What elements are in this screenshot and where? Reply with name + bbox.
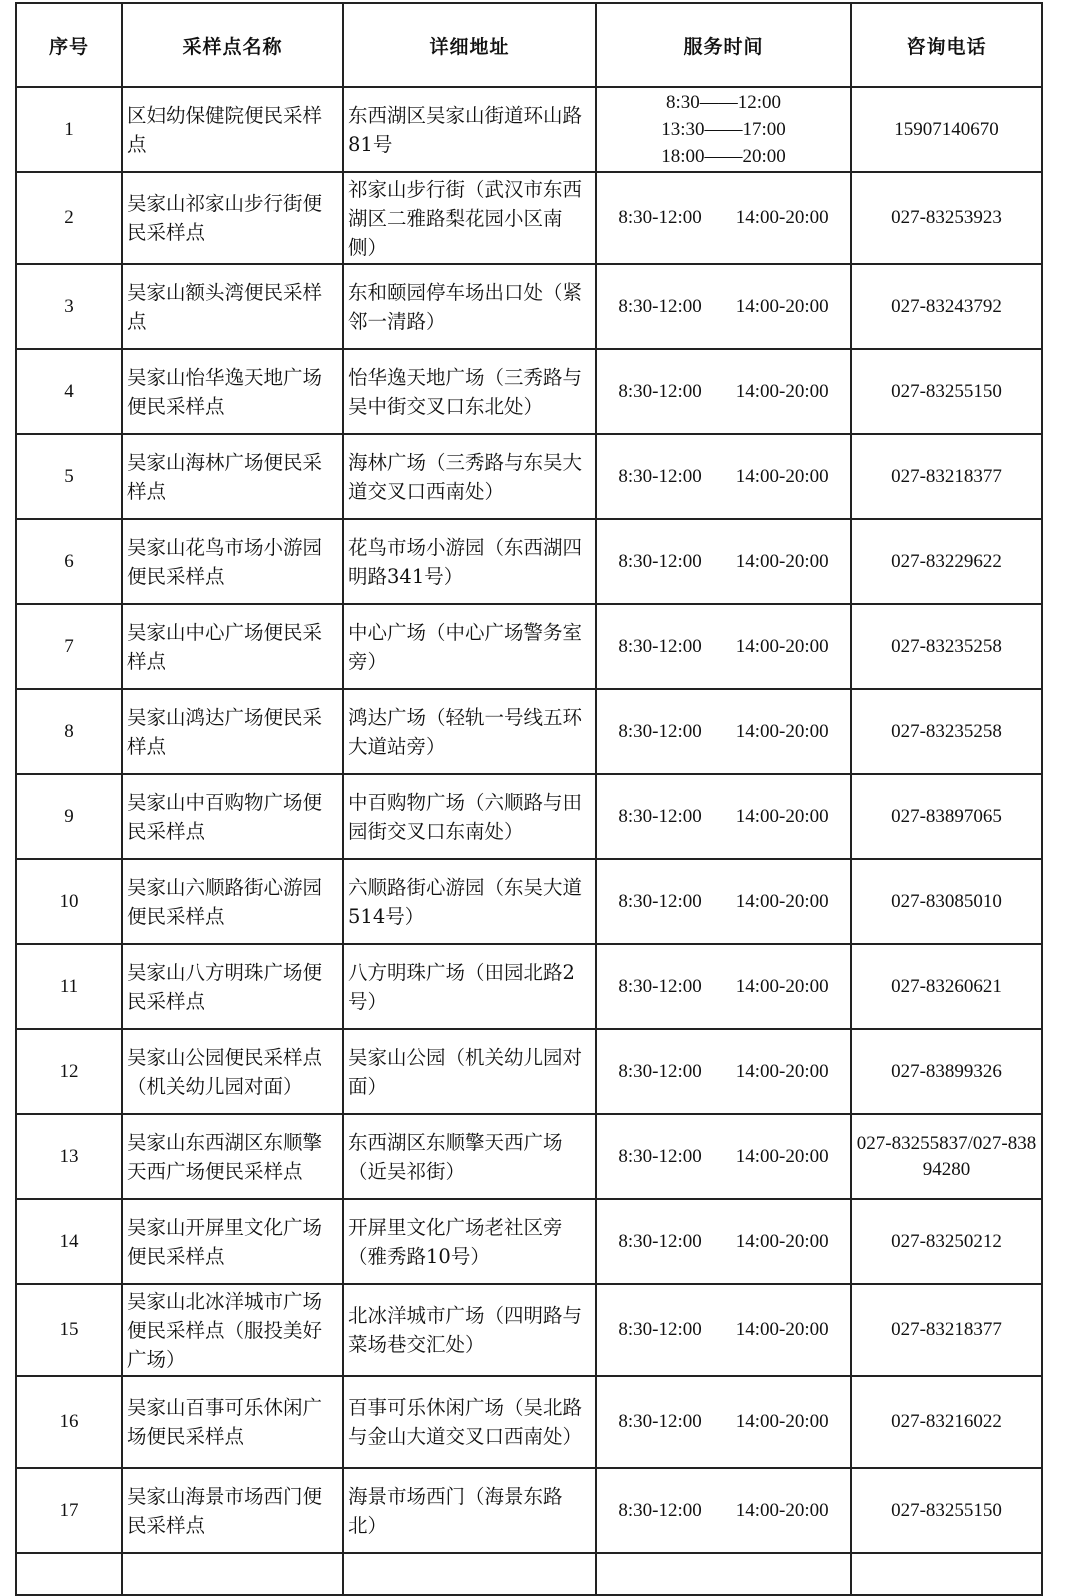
row-number: 8 [16,689,122,774]
site-name: 吴家山怡华逸天地广场便民采样点 [122,349,343,434]
phone-number: 027-83897065 [851,774,1042,859]
table-row [16,349,1042,434]
row-number: 14 [16,1199,122,1284]
time-slot: 14:00-20:00 [735,635,829,657]
time-slot: 8:30-12:00 [618,890,702,912]
table-row [16,87,1042,172]
site-address: 海景市场西门（海景东路北） [343,1468,596,1553]
service-time [596,1199,851,1284]
service-time [596,349,851,434]
table-row-cut-off [16,1553,1042,1595]
service-time [596,1114,851,1199]
site-address: 花鸟市场小游园（东西湖四明路341号） [343,519,596,604]
time-slot: 8:30-12:00 [618,295,702,317]
time-slot: 8:30-12:00 [618,1145,702,1167]
time-slot: 8:30-12:00 [618,207,702,228]
time-slot: 8:30-12:00 [618,1230,702,1252]
table-row [16,1199,1042,1284]
site-address: 八方明珠广场（田园北路2号） [343,944,596,1029]
col-header-phone: 咨询电话 [851,3,1042,87]
phone-number: 027-83253923 [851,172,1042,264]
site-name: 吴家山开屏里文化广场便民采样点 [122,1199,343,1284]
time-slot: 14:00-20:00 [735,720,829,742]
phone-number: 027-83235258 [851,689,1042,774]
time-slot: 8:30-12:00 [618,465,702,487]
time-slot: 18:00——20:00 [661,146,786,167]
time-slot: 14:00-20:00 [735,380,829,402]
site-name: 吴家山花鸟市场小游园便民采样点 [122,519,343,604]
phone-number: 027-83243792 [851,264,1042,349]
col-header-name: 采样点名称 [122,3,343,87]
service-time [596,172,851,264]
phone-number: 027-83255150 [851,1468,1042,1553]
time-slot: 8:30——12:00 [665,92,782,113]
row-number: 15 [16,1284,122,1376]
site-name: 吴家山北冰洋城市广场便民采样点（服投美好广场） [122,1284,343,1376]
table-row [16,774,1042,859]
row-number: 4 [16,349,122,434]
site-address: 中心广场（中心广场警务室旁） [343,604,596,689]
col-header-address: 详细地址 [343,3,596,87]
site-address: 鸿达广场（轻轨一号线五环大道站旁） [343,689,596,774]
phone-number: 027-83899326 [851,1029,1042,1114]
time-slot: 14:00-20:00 [735,975,829,997]
empty-cell [596,1553,851,1595]
table-row [16,434,1042,519]
site-address: 怡华逸天地广场（三秀路与吴中街交叉口东北处） [343,349,596,434]
service-time [596,1468,851,1553]
row-number: 1 [16,87,122,172]
time-slot: 14:00-20:00 [735,207,829,228]
table-row [16,859,1042,944]
time-slot: 8:30-12:00 [618,1499,702,1521]
phone-number: 027-83250212 [851,1199,1042,1284]
row-number: 17 [16,1468,122,1553]
service-time [596,87,851,172]
site-name: 吴家山东西湖区东顺擎天西广场便民采样点 [122,1114,343,1199]
phone-number: 027-83216022 [851,1376,1042,1468]
service-time [596,1029,851,1114]
time-slot: 8:30-12:00 [618,550,702,572]
row-number: 11 [16,944,122,1029]
row-number: 9 [16,774,122,859]
site-name: 吴家山额头湾便民采样点 [122,264,343,349]
table-row [16,944,1042,1029]
time-slot: 14:00-20:00 [735,1319,829,1340]
site-address: 东西湖区吴家山街道环山路81号 [343,87,596,172]
empty-cell [16,1553,122,1595]
row-number: 3 [16,264,122,349]
phone-number: 027-83255150 [851,349,1042,434]
time-slot: 8:30-12:00 [618,805,702,827]
phone-number: 027-83218377 [851,1284,1042,1376]
table-row [16,1376,1042,1468]
time-slot: 8:30-12:00 [618,635,702,657]
col-header-no: 序号 [16,3,122,87]
table-row [16,264,1042,349]
site-address: 祁家山步行街（武汉市东西湖区二雅路梨花园小区南侧） [343,172,596,264]
site-address: 开屏里文化广场老社区旁（雅秀路10号） [343,1199,596,1284]
header-row [16,3,1042,87]
time-slot: 8:30-12:00 [618,380,702,402]
time-slot: 8:30-12:00 [618,1060,702,1082]
service-time [596,859,851,944]
time-slot: 8:30-12:00 [618,1319,702,1340]
time-slot: 14:00-20:00 [735,550,829,572]
time-slot: 14:00-20:00 [735,1145,829,1167]
service-time [596,1284,851,1376]
empty-cell [851,1553,1042,1595]
site-name: 吴家山海景市场西门便民采样点 [122,1468,343,1553]
time-slot: 14:00-20:00 [735,1230,829,1252]
service-time [596,434,851,519]
site-name: 吴家山八方明珠广场便民采样点 [122,944,343,1029]
site-name: 吴家山中百购物广场便民采样点 [122,774,343,859]
site-name: 吴家山祁家山步行街便民采样点 [122,172,343,264]
phone-number: 027-83235258 [851,604,1042,689]
site-name: 吴家山六顺路街心游园便民采样点 [122,859,343,944]
row-number: 2 [16,172,122,264]
service-time [596,689,851,774]
table-row [16,604,1042,689]
time-slot: 8:30-12:00 [618,720,702,742]
site-name: 区妇幼保健院便民采样点 [122,87,343,172]
phone-number: 027-83260621 [851,944,1042,1029]
row-number: 12 [16,1029,122,1114]
row-number: 13 [16,1114,122,1199]
table-row [16,689,1042,774]
row-number: 6 [16,519,122,604]
row-number: 7 [16,604,122,689]
site-name: 吴家山海林广场便民采样点 [122,434,343,519]
site-address: 中百购物广场（六顺路与田园街交叉口东南处） [343,774,596,859]
time-slot: 13:30——17:00 [661,119,786,140]
site-address: 百事可乐休闲广场（吴北路与金山大道交叉口西南处） [343,1376,596,1468]
service-time [596,604,851,689]
service-time [596,519,851,604]
time-slot: 14:00-20:00 [735,1060,829,1082]
time-slot: 8:30-12:00 [618,975,702,997]
site-name: 吴家山公园便民采样点（机关幼儿园对面） [122,1029,343,1114]
site-name: 吴家山中心广场便民采样点 [122,604,343,689]
service-time [596,1376,851,1468]
phone-number: 027-83085010 [851,859,1042,944]
table-row [16,1468,1042,1553]
time-slot: 14:00-20:00 [735,1499,829,1521]
service-time [596,264,851,349]
row-number: 16 [16,1376,122,1468]
empty-cell [343,1553,596,1595]
empty-cell [122,1553,343,1595]
table-row [16,172,1042,264]
col-header-time: 服务时间 [596,3,851,87]
site-name: 吴家山百事可乐休闲广场便民采样点 [122,1376,343,1468]
phone-number: 027-83255837/027-83894280 [851,1114,1042,1199]
phone-number: 027-83229622 [851,519,1042,604]
time-slot: 14:00-20:00 [735,805,829,827]
site-address: 海林广场（三秀路与东吴大道交叉口西南处） [343,434,596,519]
service-time [596,944,851,1029]
row-number: 10 [16,859,122,944]
service-time [596,774,851,859]
site-address: 东和颐园停车场出口处（紧邻一清路） [343,264,596,349]
phone-number: 027-83218377 [851,434,1042,519]
time-slot: 14:00-20:00 [735,295,829,317]
time-slot: 14:00-20:00 [735,1411,829,1432]
time-slot: 14:00-20:00 [735,465,829,487]
table-row [16,519,1042,604]
site-address: 吴家山公园（机关幼儿园对面） [343,1029,596,1114]
row-number: 5 [16,434,122,519]
site-address: 六顺路街心游园（东吴大道514号） [343,859,596,944]
phone-number: 15907140670 [851,87,1042,172]
time-slot: 14:00-20:00 [735,890,829,912]
table-row [16,1284,1042,1376]
site-address: 北冰洋城市广场（四明路与菜场巷交汇处） [343,1284,596,1376]
sampling-sites-table [15,2,1043,1596]
table-row [16,1114,1042,1199]
site-address: 东西湖区东顺擎天西广场（近吴祁街） [343,1114,596,1199]
site-name: 吴家山鸿达广场便民采样点 [122,689,343,774]
table-row [16,1029,1042,1114]
time-slot: 8:30-12:00 [618,1411,702,1432]
